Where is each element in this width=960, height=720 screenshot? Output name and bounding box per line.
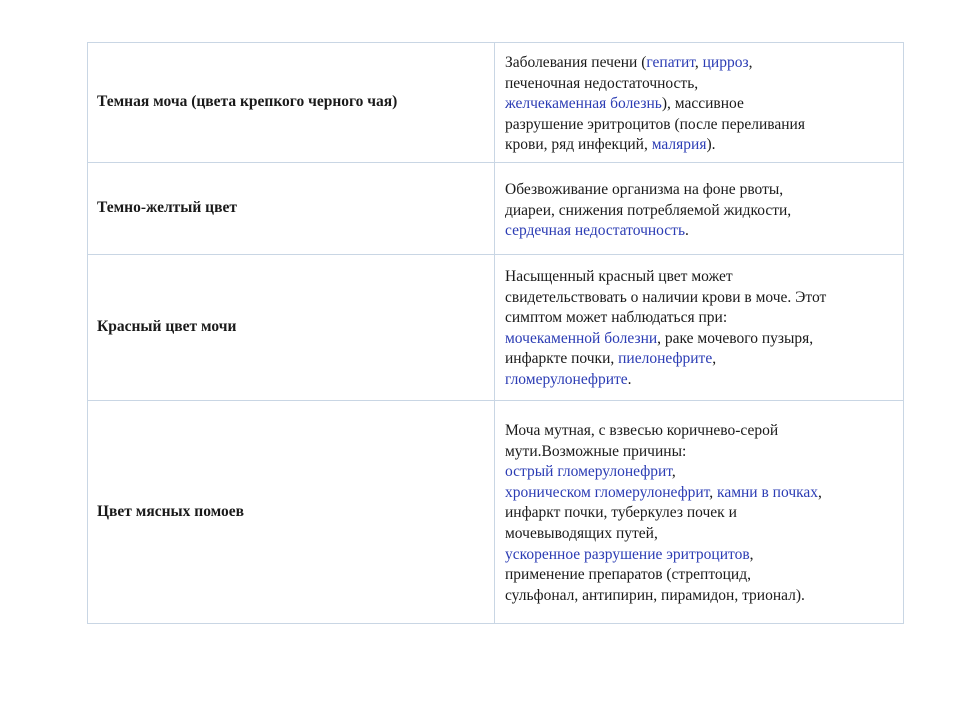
- description-segment: мочевыводящих путей,: [505, 524, 658, 542]
- description-segment: Заболевания печени (: [505, 54, 647, 71]
- disease-link[interactable]: ускоренное разрушение эритроцитов: [505, 545, 750, 563]
- table-row: [88, 255, 904, 401]
- urine-color-table: [87, 42, 904, 624]
- description-segment: ,: [818, 483, 822, 501]
- description-segment: ,: [748, 54, 753, 71]
- disease-link[interactable]: мочекаменной болезни: [505, 329, 658, 347]
- description-segment: ,: [709, 483, 718, 501]
- description-text: [505, 255, 895, 391]
- description-segment: .: [627, 370, 632, 388]
- cause-description: [495, 255, 904, 401]
- description-segment: ,: [712, 350, 717, 368]
- description-segment: применение препаратов (стрептоцид,: [505, 566, 751, 584]
- color-label: Темная моча (цвета крепкого черного чая): [88, 43, 495, 163]
- table-row: [88, 43, 904, 163]
- description-text: [505, 401, 895, 606]
- disease-link[interactable]: пиелонефрите: [618, 350, 713, 368]
- description-segment: симптом может наблюдаться при:: [505, 309, 728, 327]
- description-segment: .: [685, 222, 689, 240]
- description-segment: , раке мочевого пузыря,: [657, 329, 814, 347]
- table-row: [88, 163, 904, 255]
- cause-description: [495, 43, 904, 163]
- cause-description: [495, 401, 904, 624]
- color-label: Темно-желтый цвет: [88, 163, 495, 255]
- disease-link[interactable]: малярия: [651, 136, 707, 154]
- description-segment: крови, ряд инфекций,: [505, 136, 652, 154]
- disease-link[interactable]: гепатит: [646, 54, 695, 71]
- description-segment: ).: [706, 136, 716, 154]
- color-label: Цвет мясных помоев: [88, 401, 495, 624]
- description-segment: инфаркте почки,: [505, 350, 619, 368]
- cause-description: [495, 163, 904, 255]
- disease-link[interactable]: хроническом гломерулонефрит: [505, 483, 710, 501]
- description-segment: свидетельствовать о наличии крови в моче. Этот: [505, 288, 827, 306]
- description-text: [505, 163, 895, 242]
- description-segment: Обезвоживание организма на фоне рвоты,: [505, 181, 784, 198]
- description-segment: ,: [694, 54, 703, 71]
- description-segment: ), массивное: [661, 95, 744, 113]
- disease-link[interactable]: гломерулонефрите: [505, 370, 628, 388]
- description-segment: мути.Возможные причины:: [505, 442, 687, 460]
- description-segment: Насыщенный красный цвет может: [505, 268, 733, 285]
- disease-link[interactable]: камни в почках: [717, 483, 819, 501]
- color-label: Красный цвет мочи: [88, 255, 495, 401]
- description-segment: Моча мутная, с взвесью коричнево-серой: [505, 422, 779, 439]
- description-segment: разрушение эритроцитов (после переливания: [505, 115, 805, 133]
- disease-link[interactable]: желчекаменная болезнь: [505, 95, 662, 113]
- disease-link[interactable]: сердечная недостаточность: [505, 222, 686, 240]
- description-segment: инфаркт почки, туберкулез почек и: [505, 504, 737, 522]
- description-text: [505, 43, 895, 156]
- description-segment: сульфонал, антипирин, пирамидон, трионал).: [505, 586, 805, 604]
- description-segment: диареи, снижения потребляемой жидкости,: [505, 201, 792, 219]
- description-segment: печеночная недостаточность,: [505, 74, 699, 92]
- disease-link[interactable]: острый гломерулонефрит: [505, 463, 672, 481]
- description-segment: ,: [749, 545, 754, 563]
- table-row: [88, 401, 904, 624]
- disease-link[interactable]: цирроз: [702, 54, 749, 71]
- description-segment: ,: [671, 463, 676, 481]
